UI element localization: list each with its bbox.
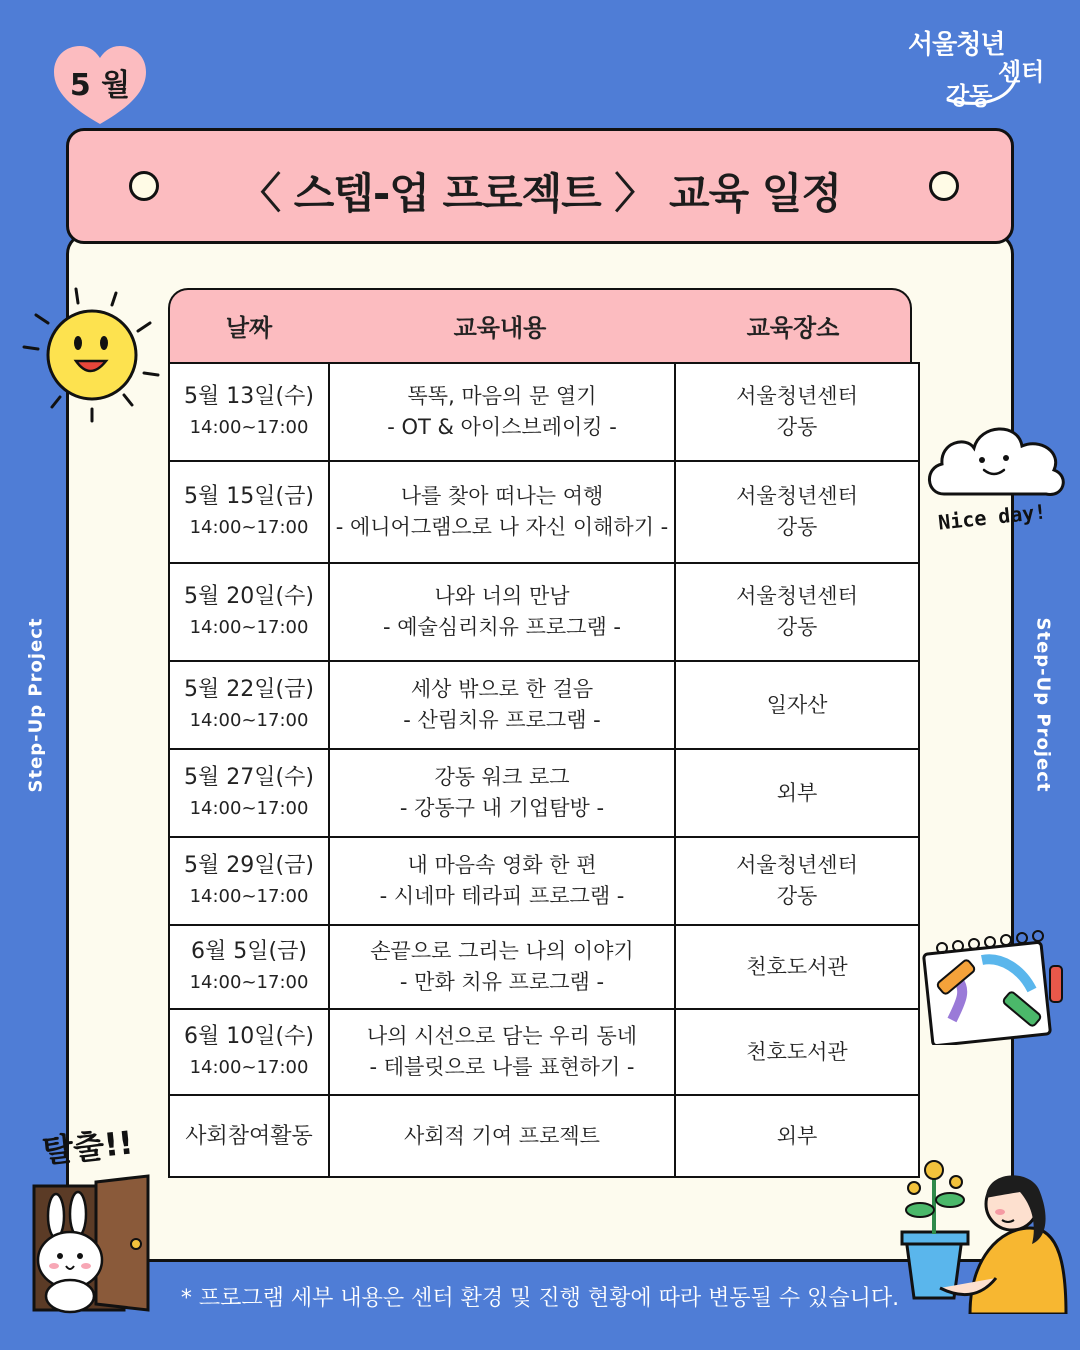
program-subtitle: - 테블릿으로 나를 표현하기 - xyxy=(369,1055,635,1079)
place-label: 일자산 xyxy=(766,692,828,717)
cell-content xyxy=(329,1095,675,1177)
program-title: 나를 찾아 떠나는 여행 xyxy=(400,484,604,508)
cell-place xyxy=(675,749,919,837)
program-subtitle: - 강동구 내 기업탐방 - xyxy=(399,796,605,820)
cell-place xyxy=(675,925,919,1009)
time-label: 14:00~17:00 xyxy=(189,517,309,538)
month-badge xyxy=(52,44,148,126)
cell-date xyxy=(169,461,329,563)
title-banner xyxy=(66,128,1014,244)
cell-date xyxy=(169,661,329,749)
program-subtitle: - 산림치유 프로그램 - xyxy=(403,708,601,732)
table-header xyxy=(168,288,912,362)
place-label: 천호도서관 xyxy=(746,954,848,979)
cell-place xyxy=(675,1009,919,1095)
date-label: 5월 29일(금) xyxy=(184,853,314,878)
time-label: 14:00~17:00 xyxy=(189,972,309,993)
program-subtitle: - OT & 아이스브레이킹 - xyxy=(387,415,617,439)
date-label: 5월 22일(금) xyxy=(184,677,314,702)
cell-content xyxy=(329,661,675,749)
place-label: 외부 xyxy=(776,780,818,805)
date-label: 사회참여활동 xyxy=(185,1123,313,1149)
schedule-grid xyxy=(168,362,920,1178)
cell-content xyxy=(329,925,675,1009)
program-title: 강동 워크 로그 xyxy=(434,765,570,789)
program-title: 나의 시선으로 담는 우리 동네 xyxy=(366,1024,638,1048)
program-title: 내 마음속 영화 한 편 xyxy=(407,853,597,877)
schedule-table xyxy=(168,288,912,1178)
sun-icon xyxy=(20,285,170,425)
side-label-left: Step-Up Project xyxy=(25,617,47,793)
nice-day-sticker: Nice day! xyxy=(937,499,1048,535)
cell-place xyxy=(675,461,919,563)
logo-text-center: 센터 xyxy=(998,58,1045,86)
cell-place xyxy=(675,363,919,461)
place-label: 서울청년센터 xyxy=(736,853,858,877)
cell-place xyxy=(675,1095,919,1177)
date-label: 5월 13일(수) xyxy=(184,384,314,409)
table-row xyxy=(169,363,919,461)
cell-date xyxy=(169,837,329,925)
program-subtitle: - 시네마 테라피 프로그램 - xyxy=(379,884,625,908)
cell-content xyxy=(329,563,675,661)
time-label: 14:00~17:00 xyxy=(189,798,309,819)
date-label: 5월 20일(수) xyxy=(184,584,314,609)
cell-content xyxy=(329,837,675,925)
date-label: 5월 27일(수) xyxy=(184,765,314,790)
month-label: 5 월 xyxy=(69,68,131,103)
cell-date xyxy=(169,749,329,837)
cell-place xyxy=(675,661,919,749)
logo-text-gangdong: 강동 xyxy=(946,82,993,110)
side-label-right: Step-Up Project xyxy=(1032,617,1054,793)
escape-sticker: 탈출!! xyxy=(40,1123,135,1171)
cell-date xyxy=(169,363,329,461)
cell-place xyxy=(675,837,919,925)
place-label-line2: 강동 xyxy=(776,884,818,908)
cell-place xyxy=(675,563,919,661)
cell-date xyxy=(169,925,329,1009)
program-subtitle: - 에니어그램으로 나 자신 이해하기 - xyxy=(335,515,669,539)
place-label: 외부 xyxy=(776,1123,818,1148)
place-label-line2: 강동 xyxy=(776,615,818,639)
place-label-line2: 강동 xyxy=(776,415,818,439)
footnote: * 프로그램 세부 내용은 센터 환경 및 진행 현황에 따라 변동될 수 있습니다. xyxy=(180,1286,900,1311)
date-label: 6월 10일(수) xyxy=(184,1024,314,1049)
place-label-line2: 강동 xyxy=(776,515,818,539)
page-title: 〈 스텝-업 프로젝트 〉 교육 일정 xyxy=(239,169,841,218)
ring-right-icon xyxy=(929,171,959,201)
time-label: 14:00~17:00 xyxy=(189,710,309,731)
sketchbook-crayon-icon xyxy=(922,930,1074,1045)
program-title: 똑똑, 마음의 문 열기 xyxy=(407,384,597,408)
cell-content xyxy=(329,1009,675,1095)
table-row xyxy=(169,661,919,749)
cell-content xyxy=(329,461,675,563)
place-label: 서울청년센터 xyxy=(736,384,858,408)
place-label: 서울청년센터 xyxy=(736,584,858,608)
table-row xyxy=(169,1095,919,1177)
program-subtitle: - 만화 치유 프로그램 - xyxy=(399,970,605,994)
time-label: 14:00~17:00 xyxy=(189,886,309,907)
header-place: 교육장소 xyxy=(746,314,840,342)
program-title: 세상 밖으로 한 걸음 xyxy=(410,677,594,701)
place-label: 서울청년센터 xyxy=(736,484,858,508)
time-label: 14:00~17:00 xyxy=(189,417,309,438)
cloud-icon xyxy=(922,412,1072,504)
cell-content xyxy=(329,363,675,461)
cell-date xyxy=(169,1095,329,1177)
program-title: 손끝으로 그리는 나의 이야기 xyxy=(370,939,634,963)
center-logo xyxy=(908,18,1058,108)
program-title: 나와 너의 만남 xyxy=(434,584,570,608)
table-row xyxy=(169,563,919,661)
date-label: 5월 15일(금) xyxy=(184,484,314,509)
time-label: 14:00~17:00 xyxy=(189,617,309,638)
cell-date xyxy=(169,1009,329,1095)
cell-content xyxy=(329,749,675,837)
logo-text-seoul: 서울청년 xyxy=(908,30,1005,60)
place-label: 천호도서관 xyxy=(746,1039,848,1064)
program-subtitle: - 예술심리치유 프로그램 - xyxy=(382,615,622,639)
cell-date xyxy=(169,563,329,661)
date-label: 6월 5일(금) xyxy=(191,939,307,964)
table-row xyxy=(169,461,919,563)
header-content: 교육내용 xyxy=(453,314,547,342)
program-title: 사회적 기여 프로젝트 xyxy=(404,1123,600,1148)
table-row xyxy=(169,1009,919,1095)
table-row xyxy=(169,749,919,837)
time-label: 14:00~17:00 xyxy=(189,1057,309,1078)
table-row xyxy=(169,837,919,925)
table-row xyxy=(169,925,919,1009)
header-date: 날짜 xyxy=(225,314,273,342)
